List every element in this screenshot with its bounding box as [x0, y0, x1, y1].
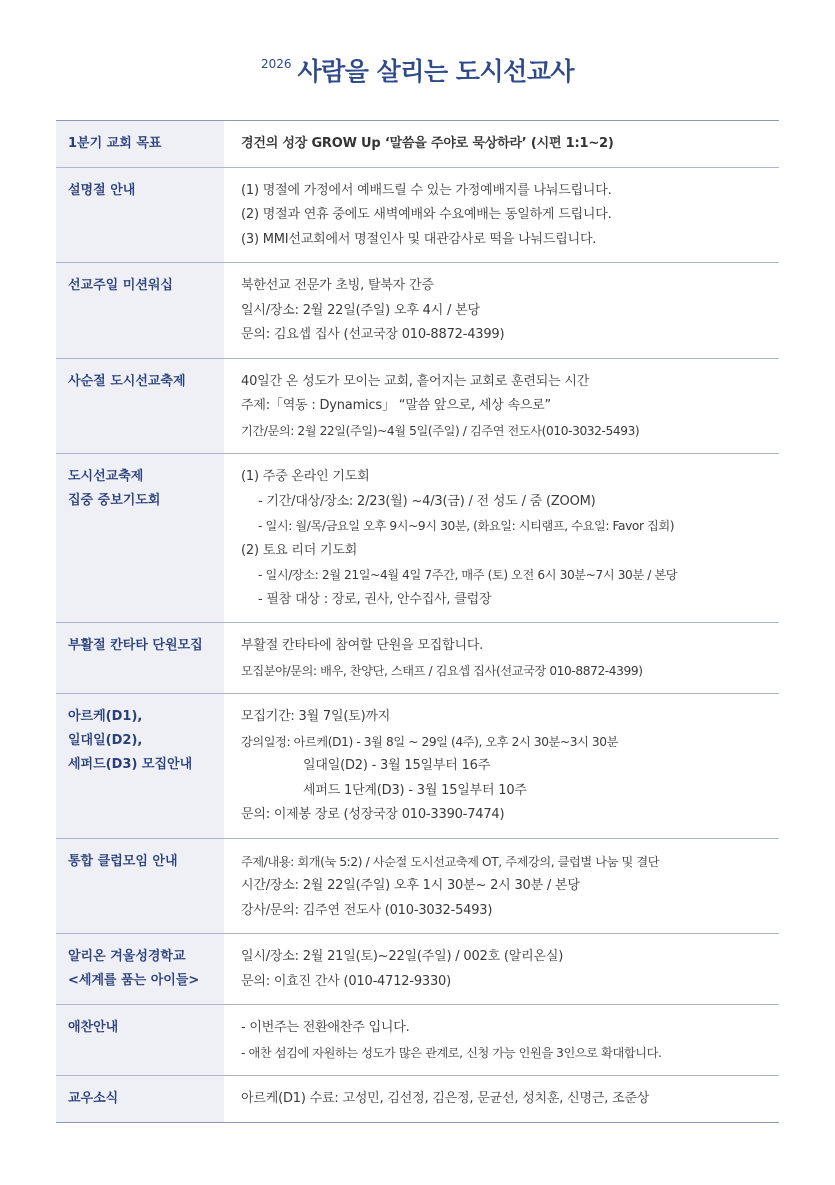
table-row [56, 1005, 779, 1076]
row-content: 부활절 칸타타에 참여할 단원을 모집합니다. 모집분야/문의: 배우, 찬양단, 스태프 / 김요셉 집사(선교국장 010-8872-4399) [224, 623, 779, 694]
table-row [56, 694, 779, 839]
row-content: - 이번주는 전환애찬주 입니다. - 애찬 섬김에 자원하는 성도가 많은 관계로, 신청 가능 인원을 3인으로 확대합니다. [224, 1005, 779, 1076]
table-row [56, 1076, 779, 1123]
table-row [56, 358, 779, 454]
row-content: (1) 주중 온라인 기도회 - 기간/대상/장소: 2/23(월) ~4/3(금) / 전 성도 / 줌 (ZOOM) - 일시: 월/목/금요일 오후 9시~9시 30분, (화요일: 시티램프, 수요일: Favor 집회) (2) 토요 리더 기도회 - 일시/장소: 2월 21일~4월 4일 7주간, 매주 (토) 오전 6시 30분~7시 30분 / 본당 - 필참 대상 : 장로, 권사, 안수집사, 클럽장 [224, 454, 779, 623]
row-content: 모집기간: 3월 7일(토)까지 강의일정: 아르케(D1) - 3월 8일 ~ 29일 (4주), 오후 2시 30분~3시 30분 일대일(D2) - 3월 15일부터 16주 세퍼드 1단계(D3) - 3월 15일부터 10주 문의: 이제봉 장로 (성장국장 010-3390-7474) [224, 694, 779, 839]
row-label: 아르케(D1), 일대일(D2), 세퍼드(D3) 모집안내 [56, 694, 224, 839]
row-content: 주제/내용: 회개(눅 5:2) / 사순절 도시선교축제 OT, 주제강의, 클럽별 나눔 및 결단 시간/장소: 2월 22일(주일) 오후 1시 30분~ 2시 30분 / 본당 강사/문의: 김주연 전도사 (010-3032-5493) [224, 838, 779, 934]
table-row [56, 167, 779, 263]
row-content: 일시/장소: 2월 21일(토)~22일(주일) / 002호 (알리온실) 문의: 이효진 간사 (010-4712-9330) [224, 934, 779, 1005]
row-label: 애찬안내 [56, 1005, 224, 1076]
row-content: (1) 명절에 가정에서 예배드릴 수 있는 가정예배지를 나눠드립니다. (2) 명절과 연휴 중에도 새벽예배와 수요예배는 동일하게 드립니다. (3) MMI선교회에서 명절인사 및 대관감사로 떡을 나눠드립니다. [224, 167, 779, 263]
row-label: 통합 클럽모임 안내 [56, 838, 224, 934]
row-label: 교우소식 [56, 1076, 224, 1123]
row-label: 사순절 도시선교축제 [56, 358, 224, 454]
title-text: 사람을 살리는 도시선교사 [297, 57, 575, 86]
row-content: 북한선교 전문가 초빙, 탈북자 간증 일시/장소: 2월 22일(주일) 오후 4시 / 본당 문의: 김요셉 집사 (선교국장 010-8872-4399) [224, 263, 779, 359]
row-label: 설명절 안내 [56, 167, 224, 263]
table-row [56, 838, 779, 934]
row-label: 1분기 교회 목표 [56, 121, 224, 168]
row-label: 알리온 겨울성경학교 <세계를 품는 아이들> [56, 934, 224, 1005]
page-title [0, 52, 835, 88]
table-row [56, 454, 779, 623]
row-label: 선교주일 미션워십 [56, 263, 224, 359]
table-row [56, 623, 779, 694]
row-label: 부활절 칸타타 단원모집 [56, 623, 224, 694]
table-row [56, 121, 779, 168]
row-content: 경건의 성장 GROW Up ‘말씀을 주야로 묵상하라’ (시편 1:1~2) [224, 121, 779, 168]
bulletin-table [56, 120, 779, 1123]
table-row [56, 934, 779, 1005]
table-row [56, 263, 779, 359]
title-year: 2026 [260, 57, 292, 71]
row-label: 도시선교축제 집중 중보기도회 [56, 454, 224, 623]
row-content: 40일간 온 성도가 모이는 교회, 흩어지는 교회로 훈련되는 시간 주제:「역동 : Dynamics」 “말씀 앞으로, 세상 속으로” 기간/문의: 2월 22일(주일)~4월 5일(주일) / 김주연 전도사(010-3032-5493) [224, 358, 779, 454]
row-content: 아르케(D1) 수료: 고성민, 김선정, 김은정, 문균선, 성치훈, 신명근, 조준상 [224, 1076, 779, 1123]
